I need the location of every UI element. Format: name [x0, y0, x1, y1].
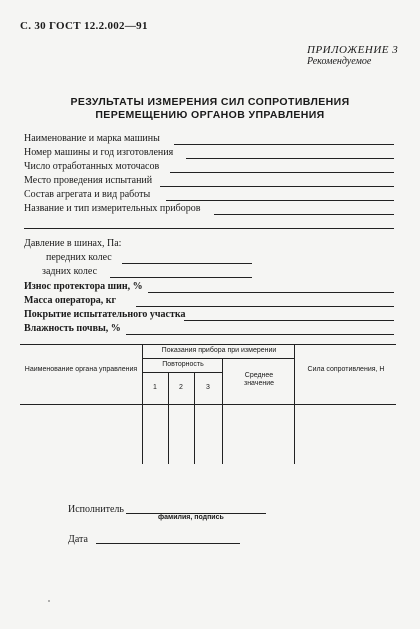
appendix-title: ПРИЛОЖЕНИЕ 3	[307, 44, 399, 56]
form-title-line-2: ПЕРЕМЕЩЕНИЮ ОРГАНОВ УПРАВЛЕНИЯ	[95, 109, 325, 121]
table-top-border	[20, 344, 396, 345]
field-extra-line[interactable]	[24, 228, 394, 229]
field-soil-moisture: Влажность почвы, %	[24, 323, 121, 334]
table-header-readings: Показания прибора при измерении	[161, 347, 277, 354]
pressure-front-line[interactable]	[122, 263, 252, 264]
table-header-repeats: Повторность	[162, 361, 204, 368]
table-readings-divider	[142, 358, 294, 359]
table-col-divider-1	[142, 344, 143, 464]
table-col-divider-4	[222, 358, 223, 464]
executor-label: Исполнитель	[68, 504, 124, 515]
field-machine-name-line[interactable]	[174, 144, 394, 145]
table-col-divider-5	[294, 344, 295, 464]
table-header-repeat-2: 2	[179, 384, 183, 391]
field-tread-wear-line[interactable]	[148, 292, 394, 293]
table-header-force: Сила сопротивления, Н	[307, 366, 385, 373]
field-soil-moisture-line[interactable]	[126, 334, 394, 335]
field-machine-name: Наименование и марка машины	[24, 133, 160, 144]
table-header-mean: Среднее значение	[243, 372, 275, 387]
table-header-repeat-1: 1	[153, 384, 157, 391]
table-header-bottom	[20, 404, 396, 405]
field-surface: Покрытие испытательного участка	[24, 309, 186, 320]
field-engine-hours: Число отработанных моточасов	[24, 161, 160, 172]
field-operator-mass: Масса оператора, кг	[24, 295, 117, 306]
field-surface-line[interactable]	[184, 320, 394, 321]
field-machine-number: Номер машины и год изготовления	[24, 147, 174, 158]
date-label: Дата	[68, 534, 88, 545]
field-tread-wear: Износ протектора шин, %	[24, 281, 143, 292]
measurement-table	[20, 344, 396, 464]
form-title-line-1: РЕЗУЛЬТАТЫ ИЗМЕРЕНИЯ СИЛ СОПРОТИВЛЕНИЯ	[70, 96, 350, 108]
executor-caption: фамилия, подпись	[158, 514, 224, 521]
field-machine-number-line[interactable]	[186, 158, 394, 159]
pressure-label: Давление в шинах, Па:	[24, 238, 122, 249]
pressure-rear-label: задних колес	[42, 266, 98, 277]
date-line[interactable]	[96, 543, 240, 544]
field-operator-mass-line[interactable]	[136, 306, 394, 307]
table-header-repeat-3: 3	[206, 384, 210, 391]
field-test-location: Место проведения испытаний	[24, 175, 153, 186]
paper-speck	[48, 600, 50, 602]
table-repeats-divider	[142, 372, 222, 373]
page-header: С. 30 ГОСТ 12.2.002—91	[20, 20, 148, 32]
field-instruments: Название и тип измерительных приборов	[24, 203, 201, 214]
pressure-front-label: передних колес	[46, 252, 112, 263]
field-unit-composition-line[interactable]	[166, 200, 394, 201]
field-test-location-line[interactable]	[160, 186, 394, 187]
field-unit-composition: Состав агрегата и вид работы	[24, 189, 151, 200]
field-engine-hours-line[interactable]	[170, 172, 394, 173]
table-header-name: Наименование органа управления	[24, 366, 138, 373]
appendix-subtitle: Рекомендуемое	[307, 56, 372, 67]
field-instruments-line[interactable]	[214, 214, 394, 215]
pressure-rear-line[interactable]	[110, 277, 252, 278]
